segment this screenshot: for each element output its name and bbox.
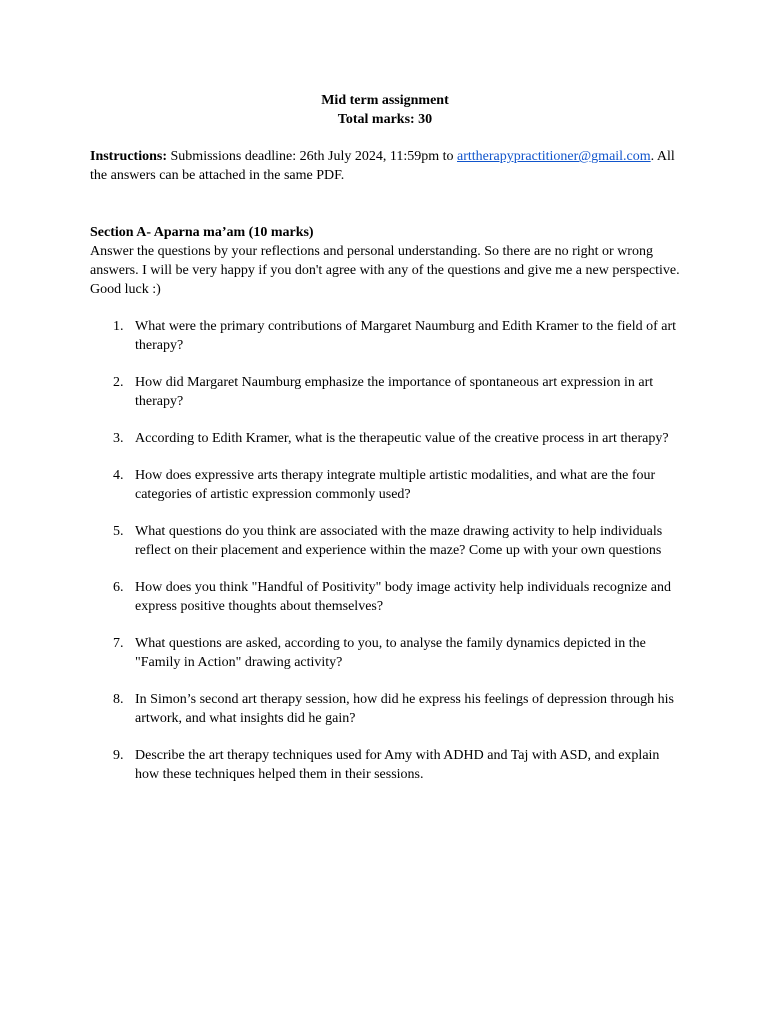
instructions-text: Submissions deadline: 26th July 2024, 11:59pm to (167, 149, 458, 164)
question-number: 2. (113, 375, 124, 390)
question-item (90, 373, 680, 411)
question-list (90, 317, 680, 784)
question-number: 8. (113, 692, 124, 707)
document-page (90, 91, 680, 802)
question-text: What were the primary contributions of Margaret Naumburg and Edith Kramer to the field of art therapy? (135, 319, 677, 353)
question-item (90, 466, 680, 504)
question-item (90, 690, 680, 728)
question-number: 6. (113, 580, 124, 595)
instructions-paragraph (90, 147, 680, 185)
total-marks: Total marks: 30 (337, 112, 433, 127)
question-text: How does you think "Handful of Positivity" body image activity help individuals recognize and express positive thoughts about themselves? (135, 580, 671, 614)
question-item (90, 578, 680, 616)
question-text: What questions do you think are associated with the maze drawing activity to help individuals reflect on their placement and experience within the maze? Come up with your own questions (135, 524, 663, 558)
question-text: Describe the art therapy techniques used for Amy with ADHD and Taj with ASD, and explain how these techniques helped them in their sessions. (135, 748, 660, 782)
question-text: How does expressive arts therapy integrate multiple artistic modalities, and what are the four categories of artistic expression commonly used? (135, 468, 656, 502)
instructions-text-after: . All the answers can be attached in the same PDF. (90, 149, 675, 183)
question-item (90, 317, 680, 355)
question-number: 4. (113, 468, 124, 483)
question-text: In Simon’s second art therapy session, how did he express his feelings of depression through his artwork, and what insights did he gain? (135, 692, 674, 726)
question-number: 3. (113, 431, 124, 446)
question-item (90, 634, 680, 672)
submission-email-link[interactable]: arttherapypractitioner@gmail.com (457, 149, 651, 164)
question-number: 1. (113, 319, 124, 334)
question-text: What questions are asked, according to you, to analyse the family dynamics depicted in the "Family in Action" drawing activity? (135, 636, 646, 670)
section-a-title: Section A- Aparna ma’am (10 marks) (90, 225, 314, 240)
question-item (90, 522, 680, 560)
question-number: 5. (113, 524, 124, 539)
question-number: 9. (113, 748, 124, 763)
question-item (90, 429, 680, 448)
question-item (90, 746, 680, 784)
question-text: According to Edith Kramer, what is the therapeutic value of the creative process in art therapy? (135, 431, 669, 446)
document-title: Mid term assignment (321, 93, 449, 108)
question-number: 7. (113, 636, 124, 651)
question-text: How did Margaret Naumburg emphasize the importance of spontaneous art expression in art therapy? (135, 375, 654, 409)
section-a-intro: Answer the questions by your reflections and personal understanding. So there are no right or wrong answers. I will be very happy if you don't agree with any of the questions and give me a new perspective. Good luck :) (90, 244, 680, 297)
instructions-label: Instructions: (90, 149, 168, 164)
